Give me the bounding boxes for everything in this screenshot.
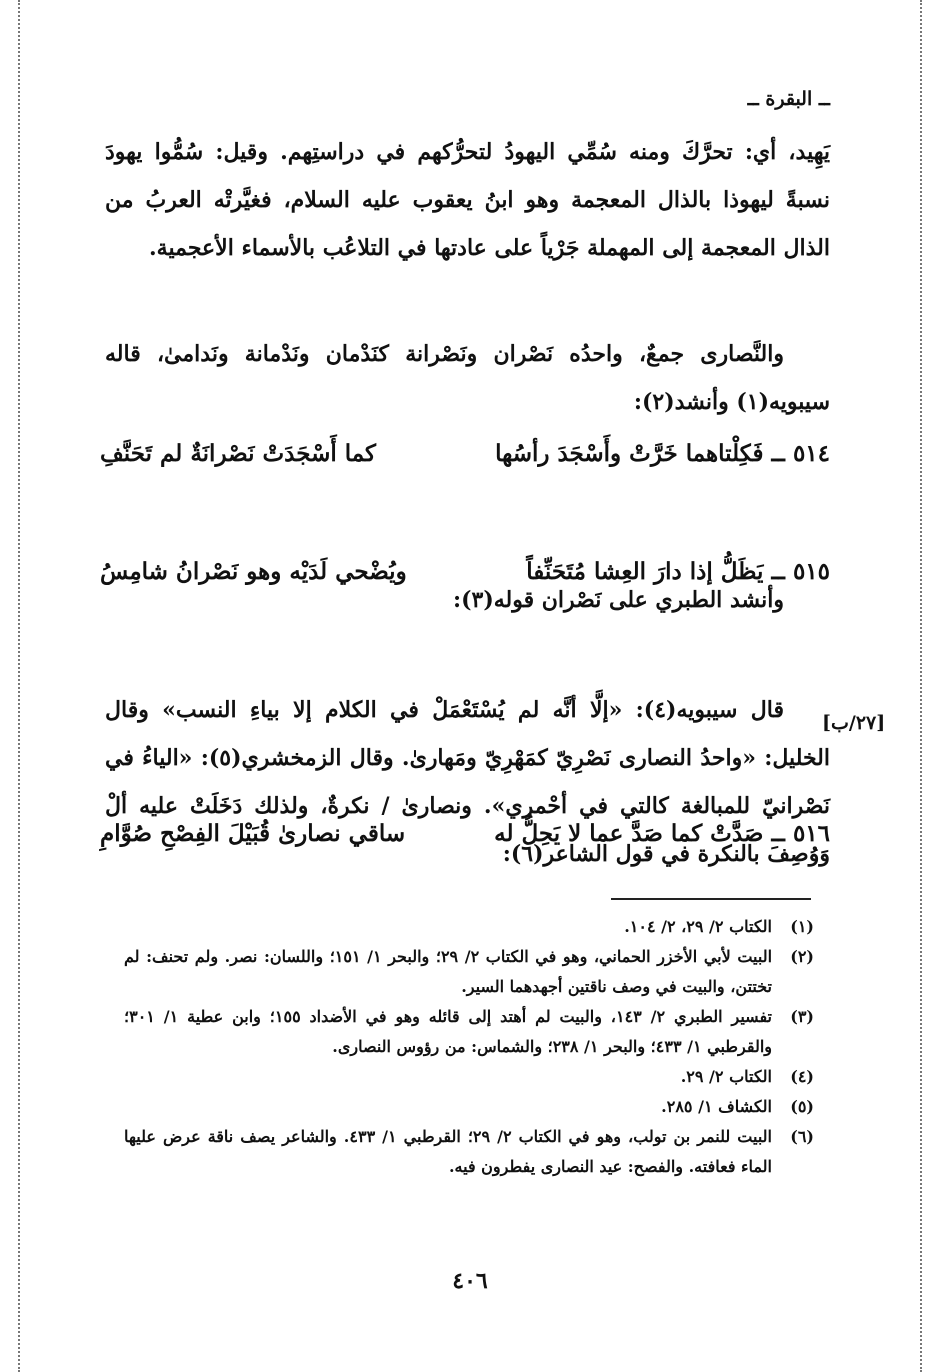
footnote-number: (١) — [790, 917, 814, 936]
paragraph-yahud: يَهِيد، أي: تحرَّكَ ومنه سُمِّي اليهودُ لتحرُّكهم في دراستِهم. وقيل: سُمُّوا يهودَ نسبةً ليهوذا بالذال المعجمة وهو ابنُ يعقوب عليه السلام، فغيَّرتْه العربُ من الذال المعجمة إلى المهملة جَرْياً على عادتها في التلاعُب بالأسماء الأعجمية. — [105, 139, 830, 261]
footnote-text: تفسير الطبري ٢/ ١٤٣، والبيت لم أهتد إلى قائله وهو في الأضداد ١٥٥؛ وابن عطية ١/ ٣٠١؛ والقرطبي ١/ ٤٣٣؛ والبحر ١/ ٢٣٨؛ والشماس: من رؤوس النصارى. — [124, 1007, 773, 1056]
verse-515 — [100, 558, 830, 598]
verse-514-first-hemistich: ٥١٤ ــ فَكِلْتاهما خَرَّتْ وأَسْجَدَ رأسُها — [495, 440, 830, 467]
footnote — [124, 942, 814, 1002]
paragraph-tabari: وأنشد الطبري على نَصْران قوله(٣): — [452, 587, 784, 613]
paragraph-sibawayh: قال سيبويه(٤): «إلَّا أنَّه لم يُسْتَعْمَلْ في الكلام إلا بياءِ النسب» وقال الخليل: «واحدُ النصارى نَصْرِيّ كمَهْرِيّ ومَهارىٰ. وقال الزمخشري(٥): «الياءُ في نَصْرانيّ للمبالغة كالتي في أحْمري». ونصارىٰ / نكرةٌ، ولذلك دَخَلَتْ عليه ألْ وَوُصِفَ بالنكرة في قول الشاعر(٦): — [105, 697, 830, 867]
footnote-text: الكشاف ١/ ٢٨٥. — [661, 1097, 772, 1116]
verse-516 — [100, 820, 830, 860]
right-margin-rule — [920, 0, 922, 1372]
footnote-number: (٣) — [790, 1007, 814, 1026]
footnote-text: البيت للنمر بن تولب، وهو في الكتاب ٢/ ٢٩؛ القرطبي ١/ ٤٣٣. والشاعر يصف ناقة عرض عليها الماء فعافته. والفصح: عيد النصارى يفطرون فيه. — [124, 1127, 772, 1176]
paragraph-nasara: والنَّصارى جمعٌ، واحدُه نَصْران ونَصْرانة كنَدْمان ونَدْمانة ونَدامىٰ، قاله سيبويه(١) وأنشد(٢): — [105, 341, 830, 415]
footnotes — [124, 912, 814, 1182]
verse-516-second-hemistich: ساقي نصارىٰ قُبَيْلَ الفِصْحِ صُوَّامِ — [100, 820, 406, 847]
verse-516-first-hemistich: ٥١٦ ــ صَدَّتْ كما صَدَّ عما لا يَحِلُّ له — [494, 820, 830, 847]
footnote-text: الكتاب ٢/ ٢٩. — [680, 1067, 772, 1086]
verse-514 — [100, 440, 830, 480]
footnote-text: البيت لأبي الأخزر الحماني، وهو في الكتاب ٢/ ٢٩؛ والبحر ١/ ١٥١؛ واللسان: نصر. ولم تحنف: لم تختتن، والبيت في وصف ناقتين أجهدهما السير. — [124, 947, 773, 996]
footnote — [124, 1002, 814, 1062]
verse-514-second-hemistich: كما أَسْجَدَتْ نَصْرانَةٌ لم تَحَنَّفِ — [100, 440, 376, 467]
footnote-number: (٦) — [790, 1127, 814, 1146]
footnote-text: الكتاب ٢/ ٢٩، ٢/ ١٠٤. — [624, 917, 772, 936]
footnote-number: (٢) — [790, 947, 814, 966]
footnote — [124, 1092, 814, 1122]
footnote — [124, 912, 814, 942]
verse-515-first-hemistich: ٥١٥ ــ يَظَلُّ إذا دارَ العِشا مُتَحَنِّفاً — [526, 558, 830, 585]
left-margin-rule — [18, 0, 20, 1372]
footnote-number: (٥) — [790, 1097, 814, 1116]
running-title: ــ البقرة ــ — [747, 88, 830, 110]
footnote-separator — [611, 898, 811, 900]
manuscript-folio-marker: [٢٧/ب] — [822, 712, 886, 734]
footnote — [124, 1122, 814, 1182]
footnote — [124, 1062, 814, 1092]
verse-515-second-hemistich: ويُضْحي لَدَيْه وهو نَصْرانُ شامِسُ — [100, 558, 407, 585]
footnote-number: (٤) — [790, 1067, 814, 1086]
page-number: ٤٠٦ — [452, 1268, 488, 1294]
